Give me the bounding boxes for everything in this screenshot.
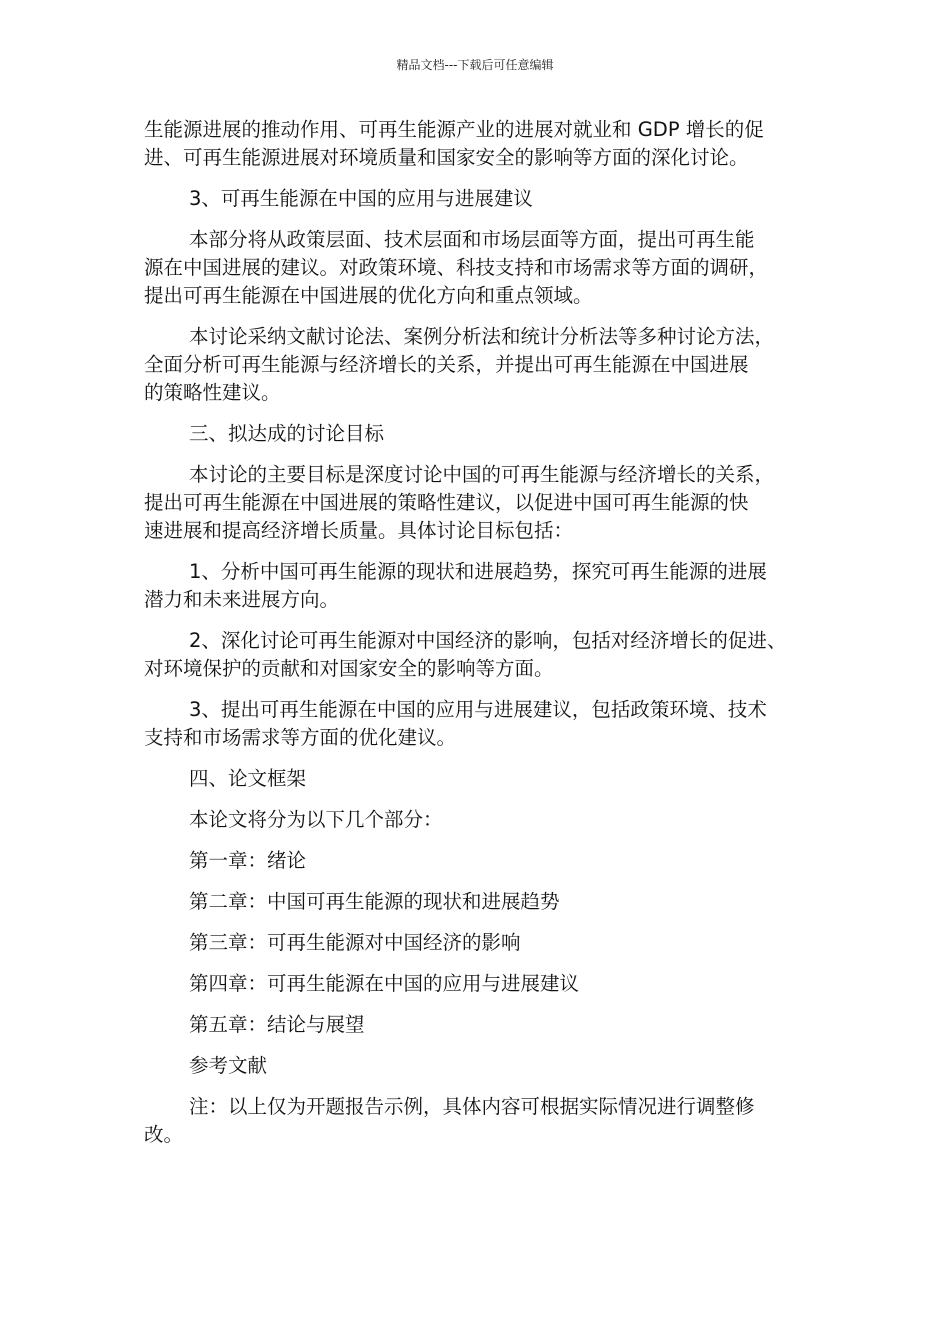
- text-line: 2、深化讨论可再生能源对中国经济的影响，包括对经济增长的促进、: [189, 629, 787, 652]
- paragraph: [144, 420, 816, 448]
- text-line: 1、分析中国可再生能源的现状和进展趋势，探究可再生能源的进展: [189, 560, 767, 583]
- text-line: 第五章：结论与展望: [189, 1013, 365, 1036]
- text-line: 四、论文框架: [189, 767, 307, 790]
- text-line: 的策略性建议。: [144, 381, 281, 404]
- text-line: 本讨论的主要目标是深度讨论中国的可再生能源与经济增长的关系，: [189, 463, 775, 486]
- text-line: 潜力和未来进展方向。: [144, 588, 340, 611]
- text-line: 源在中国进展的建议。对政策环境、科技支持和市场需求等方面的调研，: [144, 256, 769, 279]
- text-line: 生能源进展的推动作用、可再生能源产业的进展对就业和 GDP 增长的促: [144, 118, 764, 141]
- text-line: 速进展和提高经济增长质量。具体讨论目标包括：: [144, 519, 574, 542]
- paragraph: [144, 1093, 816, 1149]
- text-line: 对环境保护的贡献和对国家安全的影响等方面。: [144, 657, 554, 680]
- page-header: 精品文档---下载后可任意编辑: [396, 58, 554, 72]
- paragraph: [144, 888, 816, 916]
- paragraph: [144, 847, 816, 875]
- paragraph: [144, 806, 816, 834]
- paragraph: [144, 627, 816, 683]
- paragraph: [144, 765, 816, 793]
- text-line: 提出可再生能源在中国进展的策略性建议，以促进中国可再生能源的快: [144, 491, 749, 514]
- text-line: 提出可再生能源在中国进展的优化方向和重点领域。: [144, 284, 593, 307]
- text-line: 本部分将从政策层面、技术层面和市场层面等方面，提出可再生能: [189, 228, 755, 251]
- paragraph: [144, 185, 816, 213]
- text-line: 第一章：绪论: [189, 849, 307, 872]
- paragraph: [144, 929, 816, 957]
- text-line: 三、拟达成的讨论目标: [189, 422, 385, 445]
- paragraph: [144, 1011, 816, 1039]
- text-line: 3、可再生能源在中国的应用与进展建议: [189, 187, 533, 210]
- text-line: 全面分析可再生能源与经济增长的关系，并提出可再生能源在中国进展: [144, 353, 749, 376]
- paragraph: [144, 116, 816, 172]
- paragraph: [144, 461, 816, 545]
- text-line: 参考文献: [189, 1054, 268, 1077]
- paragraph: [144, 970, 816, 998]
- paragraph: [144, 323, 816, 407]
- paragraph: [144, 226, 816, 310]
- paragraph: [144, 696, 816, 752]
- text-line: 本讨论采纳文献讨论法、案例分析法和统计分析法等多种讨论方法，: [189, 325, 775, 348]
- text-line: 第四章：可再生能源在中国的应用与进展建议: [189, 972, 580, 995]
- text-line: 本论文将分为以下几个部分：: [189, 808, 443, 831]
- text-line: 改。: [144, 1123, 184, 1146]
- text-line: 第二章：中国可再生能源的现状和进展趋势: [189, 890, 560, 913]
- paragraph: [144, 1052, 816, 1080]
- text-line: 第三章：可再生能源对中国经济的影响: [189, 931, 521, 954]
- document-body: [144, 116, 816, 1162]
- text-line: 注：以上仅为开题报告示例，具体内容可根据实际情况进行调整修: [189, 1095, 755, 1118]
- text-line: 3、提出可再生能源在中国的应用与进展建议，包括政策环境、技术: [189, 698, 767, 721]
- text-line: 支持和市场需求等方面的优化建议。: [144, 726, 457, 749]
- text-line: 进、可再生能源进展对环境质量和国家安全的影响等方面的深化讨论。: [144, 146, 749, 169]
- paragraph: [144, 558, 816, 614]
